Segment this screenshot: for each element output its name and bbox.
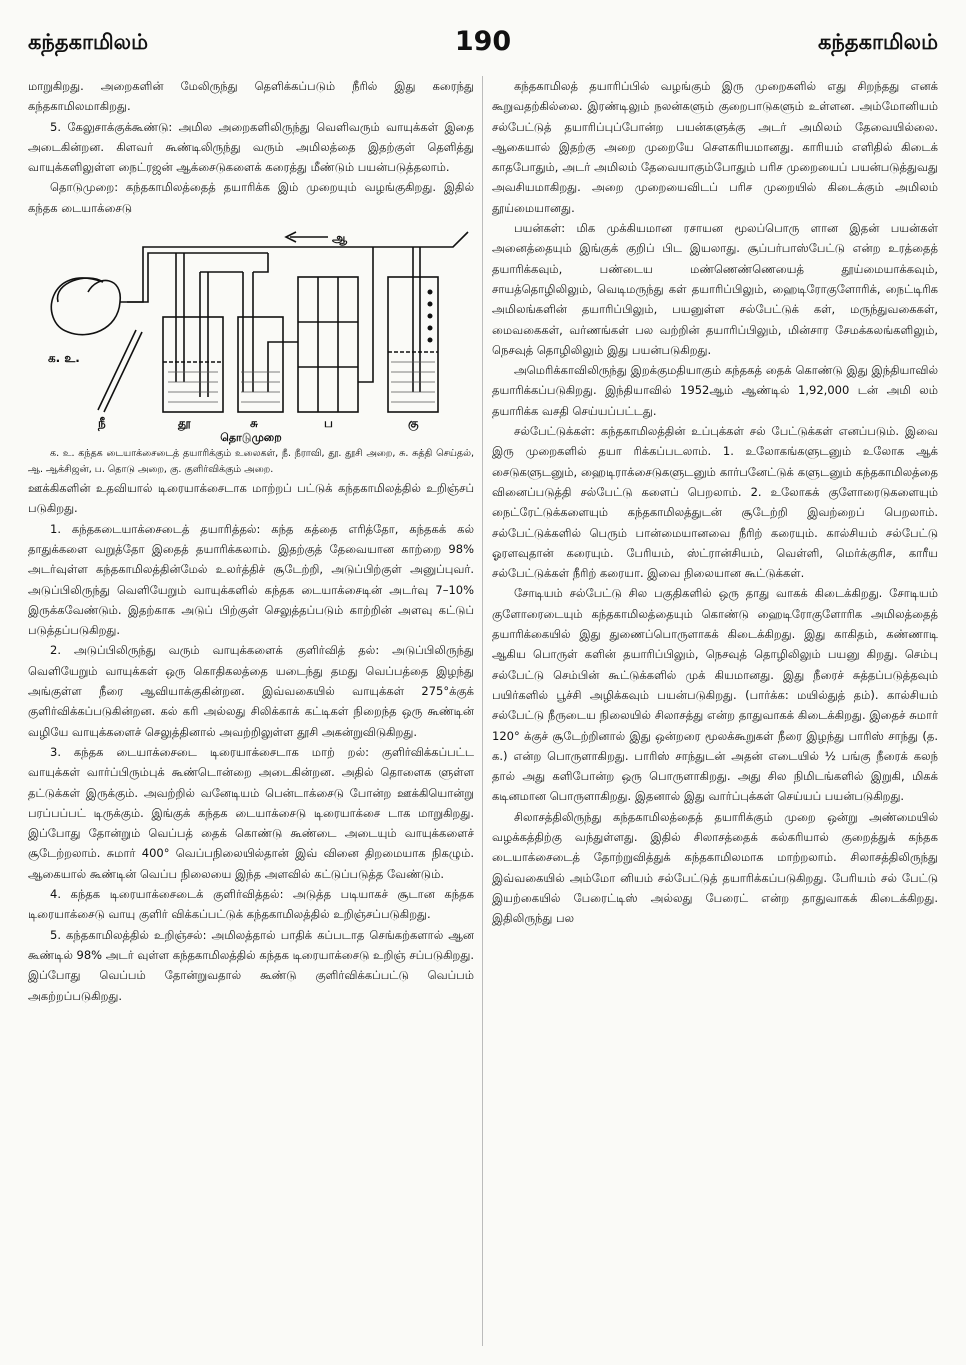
label-contact: ப (324, 416, 333, 431)
apparatus-diagram (28, 222, 474, 432)
paragraph: மாறுகிறது. அறைகளின் மேலிருந்து தெளிக்கப்படும் நீரில் இது கரைந்து கந்தகாமிலமாகிறது. (28, 79, 474, 114)
paragraph: 3. கந்தக டையாக்சைடை டிரையாக்சைடாக மாற் றல்: குளிர்விக்கப்பட்ட வாயுக்கள் வார்ப்பிரும்புக் கூண்டொன்றை அடைகின்றன. அதில் தொளைக ளுள்ள தட்டுக்கள் இருக்கும். அவற்றில் வனேடியம் பென்டாக்சைடு போன்ற ஊக்கியொன்று பரப்பப்பட் டிருக்கும். இங்குக் கந்தக டையாக்சைடு டிரையாக்சை டாக மாறுகிறது. இப்போது தோன்றும் வெப்பத் தைக் கொண்டு கூண்டை அடையும் வாயுக்களைச் சூடேற்றலாம். சுமார் 400° வெப்பநிலையில்தான் இவ் வினை திறமையாக நிகழும். ஆகையால் கூண்டின் வெப்ப நிலையை இந்த அளவில் கட்டுப்படுத்த வேண்டும். (28, 744, 474, 881)
left-column (28, 76, 474, 1006)
paragraph: 1. கந்தகடையாக்சைடைத் தயாரித்தல்: கந்த கத்தை எரித்தோ, கந்தகக் கல் தாதுக்களை வறுத்தோ இதைத் தயாரிக்கலாம். இதற்குத் தேவையான காற்றை 98% அடர்வுள்ள கந்தகாமிலத்தின்மேல் உலர்த்திச் சூடேற்றி, அடுப்பிற்குள் அனுப்புவர். அடுப்பிலிருந்து வெளியேறும் வாயுக்களில் கந்தக டையாக்சைடின் அடர்வு 7–10% இருக்கவேண்டும். இதற்காக அடுப் பிற்குள் செலுத்தப்படும் காற்றின் அளவு கட்டுப் படுத்தப்படுகிறது. (28, 521, 474, 638)
header-right-word: கந்தகாமிலம் (818, 30, 938, 54)
page-number: 190 (454, 26, 512, 57)
label-steam: நீ (98, 416, 106, 431)
label-purify: சு (250, 416, 258, 431)
header-left-word: கந்தகாமிலம் (28, 30, 148, 54)
paragraph: தொடுமுறை: கந்தகாமிலத்தைத் தயாரிக்க இம் முறையும் வழங்குகிறது. இதில் கந்தக டையாக்சைடு (28, 180, 474, 215)
paragraph: சோடியம் சல்பேட்டு சில பகுதிகளில் ஒரு தாது வாகக் கிடைக்கிறது. சோடியம் குளோரைடையும் கந்தகாமிலத்தையும் கொண்டு ஹைடிரோகுளோரிக அமிலத்தைத் தயாரிக்கையில் இது துணைப்பொருளாகக் கிடைக்கிறது. இது காகிதம், கண்ணாடி ஆகிய பொருள் களின் தயாரிப்பிலும், நெசவுத் தொழிலிலும் பயனு கிறது. செம்பு சல்பேட்டு செம்பின் கூட்டுக்களில் முக் கியமானது. இது நீரைச் சுத்தப்படுத்தவும் பயிர்களில் பூச்சி அழிக்கவும் பயன்படுகிறது. (பார்க்க: மயில்துத் தம்). கால்சியம் சல்பேட்டு நீருடைய நிலையில் சிலாசத்து என்ற தாதுவாகக் கிடைக்கிறது. இதைச் சுமார் 120° க்குச் சூடேற்றினால் இது ஒன்றரை மூலக்கூறுகள் நீரை இழந்து பாரிஸ் சாந்து (த. க.) என்ற பொருளாகிறது. பாரிஸ் சாந்துடன் அதன் எடையில் ½ பங்கு நீரைக் கலந் தால் அது களிபோன்ற ஒரு பொருளாகிறது. அது சில நிமிடங்களில் இறுகி, மிகக் கடினமான பொருளாகிறது. இதனால் இது வார்ப்புக்கள் செய்யப் பயன்படுகிறது. (492, 586, 938, 804)
right-column (492, 76, 938, 928)
paragraph: 5. கந்தகாமிலத்தில் உறிஞ்சல்: அமிலத்தால் பாதிக் கப்படாத செங்கற்களால் ஆன கூண்டில் 98% அடர் வுள்ள கந்தகாமிலத்தில் கந்தக டிரையாக்சைடு உறிஞ் சப்படுகிறது. இப்போது வெப்பம் தோன்றுவதால் கூண்டு குளிர்விக்கப்பட்டு வெப்பம் அகற்றப்படுகிறது. (28, 927, 474, 1003)
paragraph: ஊக்கிகளின் உதவியால் டிரையாக்சைடாக மாற்றப் பட்டுக் கந்தகாமிலத்தில் உறிஞ்சப் படுகிறது. (28, 481, 474, 516)
paragraph: சல்பேட்டுக்கள்: கந்தகாமிலத்தின் உப்புக்கள் சல் பேட்டுக்கள் எனப்படும். இவை இரு முறைகளில் தயா ரிக்கப்படலாம். 1. உலோகங்களுடனும் உலோக ஆக் சைடுகளுடனும், ஹைடிராக்சைடுகளுடனும் கார்பனேட்டுக் களுடனும் கந்தகாமிலத்தை வினைப்படுத்தி சல்பேட்டு களைப் பெறலாம். 2. உலோகக் குளோரைடுகளையும் நைட்ரேட்டுக்களையும் கந்தகாமிலத்துடன் சூடேற்றி இவற்றைப் பெறலாம். சல்பேட்டுக்களில் பெரும் பான்மையானவை நீரிற் கரையும். கால்சியம் சல்பேட்டு ஓரளவுதான் கரையும். பேரியம், ஸ்ட்ரான்சியம், வெள்ளி, மெர்க்குரிச, காரீய சல்பேட்டுக்கள் நீரிற் கரையா. இவை நிலையான கூட்டுக்கள். (492, 424, 938, 581)
label-oxygen: ஆ (332, 231, 348, 246)
contact-process-figure (28, 222, 474, 432)
page-header (28, 26, 938, 70)
figure-caption: க. உ. கந்தக டையாக்சைடைத் தயாரிக்கும் உலைகள், நீ. நீராவி, தூ. தூசி அறை, சு. சுத்தி செய்தல், ஆ. ஆக்சிஜன், ப. தொடு அறை, கு. குளிர்விக்கும் அறை. (28, 448, 474, 476)
paragraph: சிலாசத்திலிருந்து கந்தகாமிலத்தைத் தயாரிக்கும் முறை ஒன்று அண்மையில் வழக்கத்திற்கு வந்துள்ளது. இதில் சிலாசத்தைக் கல்கரியால் குறைத்துக் கந்தக டையாக்சைடைத் தோற்றுவித்துக் கந்தகாமிலமாக மாற்றலாம். சிலாசத்திலிருந்து இவ்வகையில் அம்மோ னியம் சல்பேட்டுத் தயாரிக்கப்படுகிறது. பேரியம் சல் பேட்டு இயற்கையில் பேரைட்டிஸ் அல்லது பேரைட் என்ற தாதுவாகக் கிடைக்கிறது. இதிலிருந்து பல (492, 809, 938, 926)
paragraph: 2. அடுப்பிலிருந்து வரும் வாயுக்களைக் குளிர்வித் தல்: அடுப்பிலிருந்து வெளியேறும் வாயுக்கள் ஒரு கொதிகலத்தை யடைந்து தமது வெப்பத்தை இழந்து அங்குள்ள நீரை ஆவியாக்குகின்றன. இவ்வகையில் வாயுக்கள் 275°க்குக் குளிர்விக்கப்படுகின்றன. கல் கரி அல்லது சிலிக்காக் கட்டிகள் நிறைந்த ஒரு கூண்டின் வழியே வாயுக்களைச் செலுத்தினால் அவற்றிலுள்ள தூசி அகன்றுவிடுகிறது. (28, 643, 474, 739)
figure-title: தொடுமுறை (220, 431, 282, 445)
paragraph: 4. கந்தக டிரையாக்சைடைக் குளிர்வித்தல்: அடுத்த படியாகச் சூடான கந்தக டிரையாக்சைடு வாயு குளிர் விக்கப்பட்டுக் கந்தகாமிலத்தில் உறிஞ்சப்படுகிறது. (28, 887, 474, 922)
column-divider (482, 76, 483, 1346)
paragraph: அமெரிக்காவிலிருந்து இறக்குமதியாகும் கந்தகத் தைக் கொண்டு இது இந்தியாவில் தயாரிக்கப்படுகிறது. இந்தியாவில் 1952ஆம் ஆண்டில் 1,92,000 டன் அமி லம் தயாரிக்க வசதி செய்யப்பட்டது. (492, 363, 938, 418)
label-cooler: கு (408, 416, 419, 431)
label-dust: தூ (178, 416, 191, 431)
paragraph: 5. கேலுசாக்குக்கூண்டு: அமில அறைகளிலிருந்து வெளிவரும் வாயுக்கள் இதை அடைகின்றன. கிளவர் கூண்டிலிருந்து வரும் அமிலத்தை இதற்குள் தெளித்து வாயுக்களிலுள்ள நைட்ரஜன் ஆக்சைடுகளைக் கரைத்து மீண்டும் பயன்படுத்தலாம். (28, 119, 474, 175)
paragraph: கந்தகாமிலத் தயாரிப்பில் வழங்கும் இரு முறைகளில் எது சிறந்தது எனக் கூறுவதற்கில்லை. இரண்டிலும் நலன்களும் குறைபாடுகளும் உள்ளன. அம்மோனியம் சல்பேட்டுத் தயாரிப்புப்போன்ற பயன்களுக்கு அடர் அமிலம் தேவையில்லை. ஆகையால் இதற்கு அறை முறையே சௌகரியமானது. காரியம் எளிதில் கிடைக் காதபோதும், அடர் அமிலம் தேவையாகும்போதும் பரிச முறையைப் பயன்படுத்துவது அவசியமாகிறது. அறை முறையைவிடப் பரிச முறையில் கிடைக்கும் அமிலம் தூய்மையானது. (492, 79, 938, 215)
label-furnace: க. உ. (48, 351, 80, 366)
paragraph: பயன்கள்: மிக முக்கியமான ரசாயன மூலப்பொரு ளான இதன் பயன்கள் அனைத்தையும் இங்குக் குறிப் பிட இயலாது. சூப்பர்பாஸ்பேட்டு என்ற உரத்தைத் தயாரிக்கவும், பண்டைய மண்ணெண்ணெயைத் தூய்மையாக்கவும், சாயத்தொழிலிலும், வெடிமருந்து கள் தயாரிப்பிலும், ஹைடிரோகுளோரிக், நைட்டிரிக அமிலங்களின் தயாரிப்பிலும், பயனுள்ள சல்பேட்டுக் கள், மருந்துவகைகள், மைவகைகள், வர்ணங்கள் பல வற்றின் தயாரிப்பிலும், மின்சார சேமக்கலங்களிலும், நெசவுத் தொழிலிலும் இது பயன்படுகிறது. (492, 221, 938, 357)
